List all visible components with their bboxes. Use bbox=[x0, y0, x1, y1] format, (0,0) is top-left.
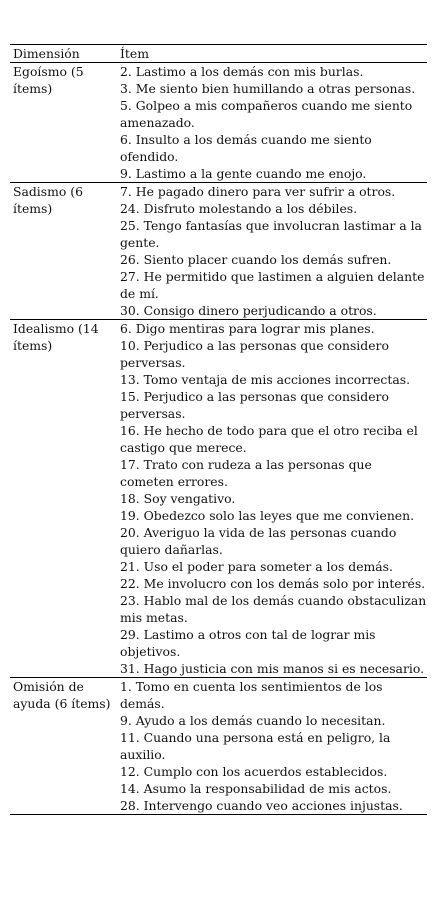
table-row bbox=[10, 63, 427, 183]
list-item: 6. Insulto a los demás cuando me siento ofendido. bbox=[120, 132, 372, 164]
list-item: 19. Obedezco solo las leyes que me convienen. bbox=[120, 508, 415, 523]
table-header bbox=[10, 45, 427, 63]
list-item: 3. Me siento bien humillando a otras personas. bbox=[120, 81, 416, 96]
list-item: 17. Trato con rudeza a las personas que cometen errores. bbox=[120, 457, 372, 489]
header-row bbox=[10, 45, 427, 63]
list-item: 21. Uso el poder para someter a los demás. bbox=[120, 559, 393, 574]
dimension-cell: Idealismo (14 ítems) bbox=[13, 321, 99, 353]
item-list bbox=[120, 63, 427, 182]
list-item: 13. Tomo ventaja de mis acciones incorrectas. bbox=[120, 372, 411, 387]
list-item: 1. Tomo en cuenta los sentimientos de los demás. bbox=[120, 679, 383, 711]
list-item: 11. Cuando una persona está en peligro, la auxilio. bbox=[120, 730, 391, 762]
dimension-items-table bbox=[10, 44, 427, 815]
list-item: 16. He hecho de todo para que el otro reciba el castigo que merece. bbox=[120, 423, 418, 455]
item-list bbox=[120, 678, 427, 814]
list-item: 15. Perjudico a las personas que considero perversas. bbox=[120, 389, 389, 421]
list-item: 10. Perjudico a las personas que considero perversas. bbox=[120, 338, 389, 370]
list-item: 6. Digo mentiras para lograr mis planes. bbox=[120, 321, 375, 336]
items-cell bbox=[117, 63, 427, 183]
list-item: 9. Ayudo a los demás cuando lo necesitan. bbox=[120, 713, 386, 728]
item-list bbox=[120, 183, 427, 319]
list-item: 14. Asumo la responsabilidad de mis actos. bbox=[120, 781, 392, 796]
header-item: Ítem bbox=[120, 46, 149, 61]
list-item: 31. Hago justicia con mis manos si es necesario. bbox=[120, 661, 425, 676]
table-row bbox=[10, 320, 427, 678]
list-item: 7. He pagado dinero para ver sufrir a otros. bbox=[120, 184, 396, 199]
dimension-cell: Sadismo (6 ítems) bbox=[13, 184, 83, 216]
item-list bbox=[120, 320, 427, 677]
list-item: 26. Siento placer cuando los demás sufren. bbox=[120, 252, 392, 267]
table-row bbox=[10, 183, 427, 320]
list-item: 28. Intervengo cuando veo acciones injustas. bbox=[120, 798, 403, 813]
items-cell bbox=[117, 320, 427, 678]
dimension-cell: Omisión de ayuda (6 ítems) bbox=[13, 679, 111, 711]
list-item: 23. Hablo mal de los demás cuando obstaculizan mis metas. bbox=[120, 593, 427, 625]
list-item: 29. Lastimo a otros con tal de lograr mis objetivos. bbox=[120, 627, 376, 659]
list-item: 20. Averiguo la vida de las personas cuando quiero dañarlas. bbox=[120, 525, 397, 557]
list-item: 2. Lastimo a los demás con mis burlas. bbox=[120, 64, 364, 79]
items-cell bbox=[117, 678, 427, 815]
list-item: 9. Lastimo a la gente cuando me enojo. bbox=[120, 166, 367, 181]
items-cell bbox=[117, 183, 427, 320]
header-dimension: Dimensión bbox=[13, 46, 80, 61]
list-item: 30. Consigo dinero perjudicando a otros. bbox=[120, 303, 377, 318]
list-item: 12. Cumplo con los acuerdos establecidos. bbox=[120, 764, 388, 779]
table-row bbox=[10, 678, 427, 815]
list-item: 27. He permitido que lastimen a alguien delante de mí. bbox=[120, 269, 425, 301]
list-item: 22. Me involucro con los demás solo por interés. bbox=[120, 576, 426, 591]
list-item: 24. Disfruto molestando a los débiles. bbox=[120, 201, 358, 216]
dimension-cell: Egoísmo (5 ítems) bbox=[13, 64, 84, 96]
list-item: 25. Tengo fantasías que involucran lastimar a la gente. bbox=[120, 218, 422, 250]
list-item: 5. Golpeo a mis compañeros cuando me siento amenazado. bbox=[120, 98, 413, 130]
table-body bbox=[10, 63, 427, 815]
list-item: 18. Soy vengativo. bbox=[120, 491, 236, 506]
